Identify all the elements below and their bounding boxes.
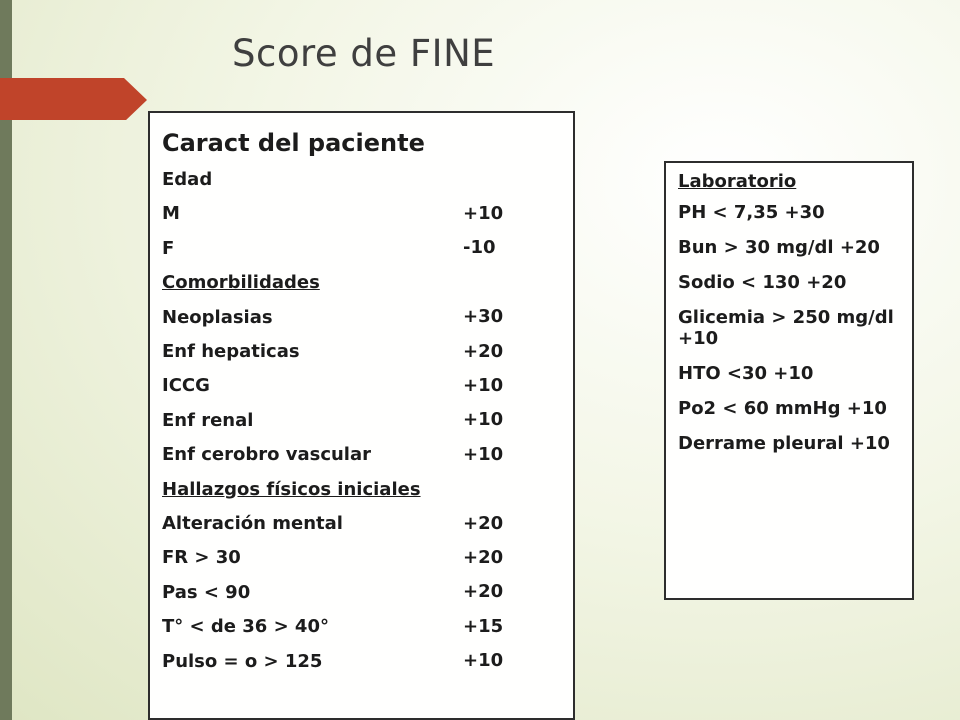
lab-item-derrame-pleural: Derrame pleural +10 bbox=[678, 433, 890, 454]
patient-characteristics-table bbox=[148, 111, 575, 720]
label-enf-renal: Enf renal bbox=[162, 409, 254, 431]
label-pulso: Pulso = o > 125 bbox=[162, 650, 323, 672]
label-temperatura: T° < de 36 > 40° bbox=[162, 616, 329, 638]
section-comorbidities: Comorbilidades bbox=[162, 272, 320, 294]
laboratory-table bbox=[664, 161, 914, 600]
lab-item-po2: Po2 < 60 mmHg +10 bbox=[678, 398, 887, 419]
patient-points-column bbox=[463, 197, 503, 679]
lab-item-glicemia: Glicemia > 250 mg/dl +10 bbox=[678, 307, 894, 349]
page-title: Score de FINE bbox=[232, 32, 496, 75]
label-male: M bbox=[162, 203, 180, 225]
laboratory-list bbox=[678, 171, 904, 468]
points-temperatura: +15 bbox=[463, 615, 504, 637]
points-spacer bbox=[463, 472, 503, 506]
points-fr: +20 bbox=[463, 547, 504, 569]
lab-item-bun: Bun > 30 mg/dl +20 bbox=[678, 237, 880, 258]
points-male: +10 bbox=[463, 203, 504, 224]
label-enf-cerebrovascular: Enf cerobro vascular bbox=[162, 444, 371, 466]
points-iccg: +10 bbox=[463, 375, 504, 397]
label-alteracion-mental: Alteración mental bbox=[162, 513, 343, 535]
label-iccg: ICCG bbox=[162, 375, 210, 397]
section-physical-findings: Hallazgos físicos iniciales bbox=[162, 478, 421, 500]
points-pulso: +10 bbox=[463, 650, 504, 672]
points-enf-hepaticas: +20 bbox=[463, 340, 504, 362]
laboratory-header: Laboratorio bbox=[678, 171, 797, 192]
points-enf-cerebrovascular: +10 bbox=[463, 443, 504, 465]
label-edad: Edad bbox=[162, 169, 213, 190]
label-enf-hepaticas: Enf hepaticas bbox=[162, 341, 300, 363]
points-neoplasias: +30 bbox=[463, 306, 504, 328]
slide-accent-arrow bbox=[0, 0, 160, 120]
lab-item-hto: HTO <30 +10 bbox=[678, 363, 814, 384]
label-female: F bbox=[162, 237, 175, 259]
label-fr: FR > 30 bbox=[162, 547, 241, 569]
label-pas: Pas < 90 bbox=[162, 581, 251, 603]
accent-arrow-shape bbox=[0, 78, 147, 120]
points-female: -10 bbox=[463, 237, 496, 259]
points-alteracion-mental: +20 bbox=[463, 512, 504, 534]
lab-item-ph: PH < 7,35 +30 bbox=[678, 202, 825, 223]
lab-item-sodio: Sodio < 130 +20 bbox=[678, 272, 847, 293]
points-spacer bbox=[463, 266, 503, 300]
patient-labels-column bbox=[162, 123, 425, 679]
patient-table-header: Caract del paciente bbox=[162, 129, 425, 157]
label-neoplasias: Neoplasias bbox=[162, 306, 273, 328]
points-pas: +20 bbox=[463, 581, 504, 603]
points-enf-renal: +10 bbox=[463, 409, 504, 431]
